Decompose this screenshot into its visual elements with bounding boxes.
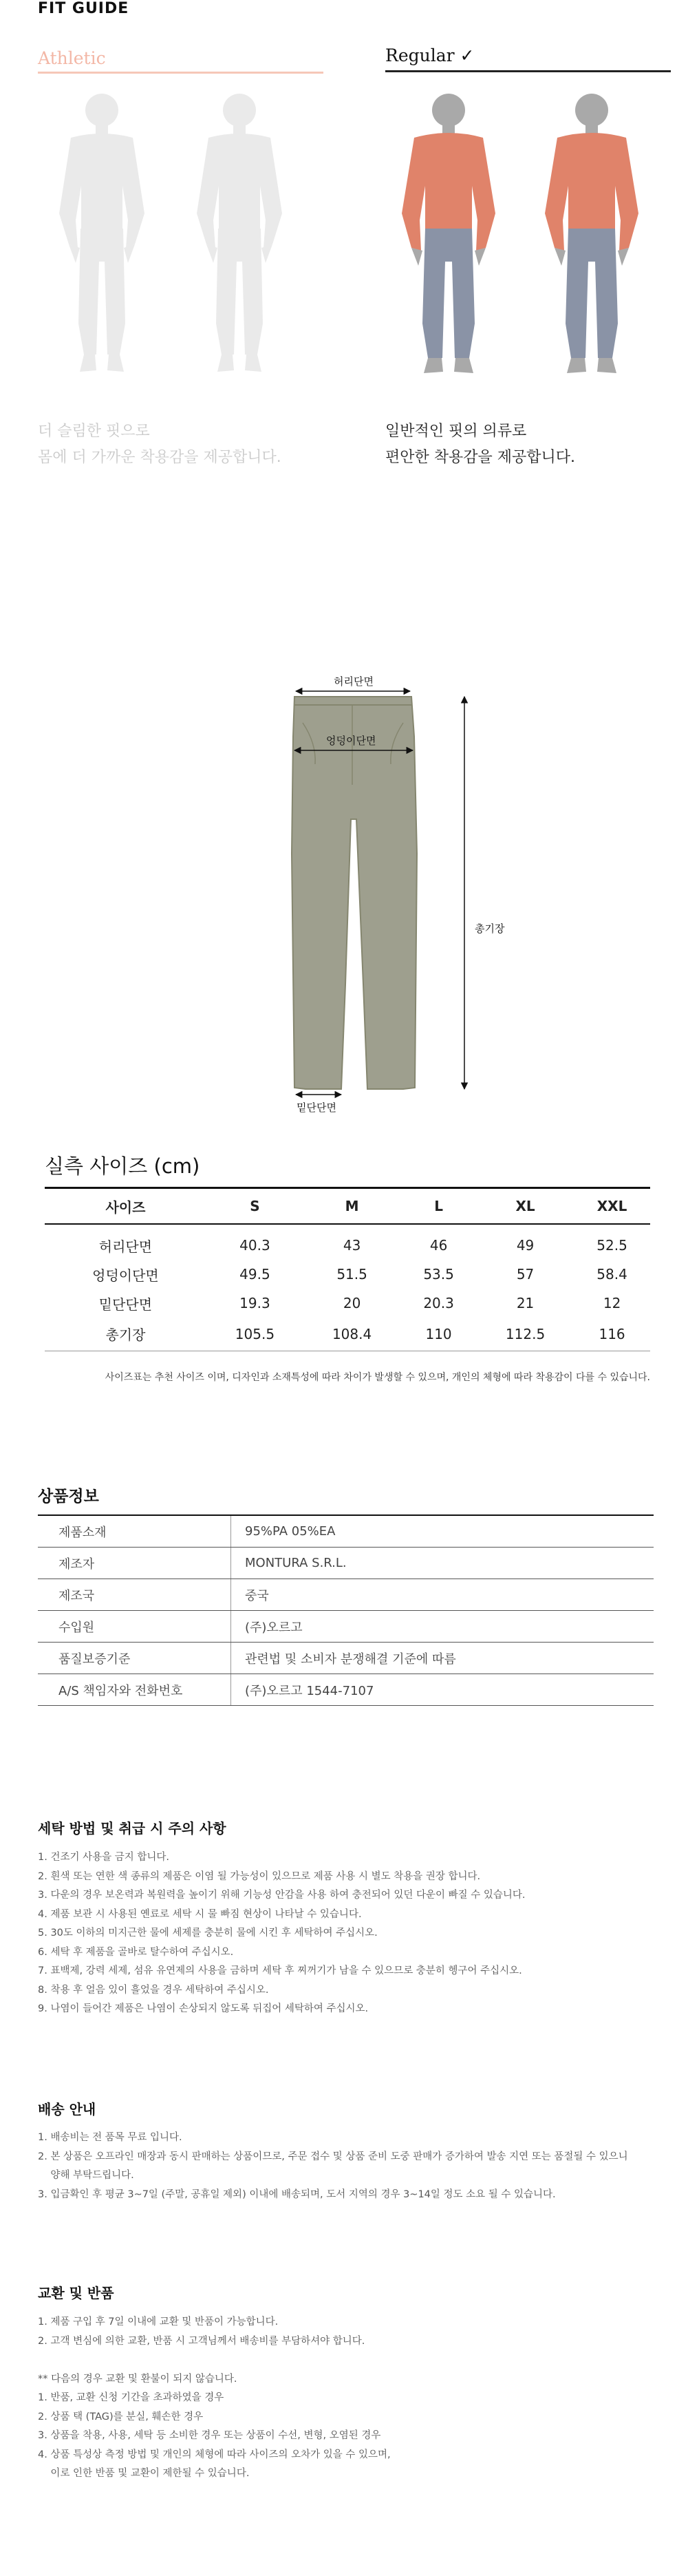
wash-title: 세탁 방법 및 취급 시 주의 사항 <box>38 1820 226 1837</box>
size-cell: 43 <box>343 1237 361 1254</box>
athletic-figure-front <box>59 94 144 372</box>
list-item: 1. 제품 구입 후 7일 이내에 교환 및 반품이 가능합니다. <box>38 2316 279 2327</box>
size-cell: 12 <box>603 1295 621 1311</box>
info-key: 제조국 <box>38 1579 231 1611</box>
size-cell: 57 <box>516 1266 535 1282</box>
size-cell: 49.5 <box>239 1266 270 1282</box>
size-cell: 허리단면 <box>98 1238 153 1255</box>
list-item: 2. 고객 변심에 의한 교환, 반품 시 고객님께서 배송비를 부담하셔야 합니다. <box>38 2335 365 2347</box>
size-cell: 21 <box>516 1295 535 1311</box>
exchange-title: 교환 및 반품 <box>38 2285 114 2301</box>
product-info-table <box>38 1514 654 1706</box>
size-table-header-row <box>45 1188 650 1225</box>
list-item: 이로 인한 반품 및 교환이 제한될 수 있습니다. <box>38 2468 250 2479</box>
regular-figure-front <box>402 94 495 373</box>
size-table-note: 사이즈표는 추천 사이즈 이며, 디자인과 소재특성에 따라 차이가 발생할 수 있으며, 개인의 체형에 따라 착용감이 다를 수 있습니다. <box>105 1372 650 1383</box>
size-cell: 52.5 <box>596 1237 627 1254</box>
size-cell: 108.4 <box>303 1318 400 1351</box>
fit-athletic-desc-line2: 몸에 더 가까운 착용감을 제공합니다. <box>38 449 281 466</box>
size-cell: 53.5 <box>423 1266 454 1282</box>
fit-athletic-underline <box>38 72 323 74</box>
list-item: 양해 부탁드립니다. <box>38 2170 134 2181</box>
info-value: (주)오르고 1544-7107 <box>231 1674 654 1706</box>
product-info-title: 상품정보 <box>38 1488 99 1506</box>
size-cell: 총기장 <box>45 1318 206 1351</box>
size-header-cell: S <box>206 1188 303 1225</box>
hip-label: 엉덩이단면 <box>326 735 376 747</box>
table-row <box>38 1515 654 1548</box>
table-row <box>45 1260 650 1289</box>
fit-athletic-column <box>38 47 323 74</box>
fit-regular-desc-line1: 일반적인 핏의 의류로 <box>385 423 527 440</box>
fit-regular-header <box>385 44 671 67</box>
fit-athletic-desc-line1: 더 슬림한 핏으로 <box>38 423 150 440</box>
size-header-cell: M <box>303 1188 400 1225</box>
list-item: 1. 반품, 교환 신청 기간을 초과하였을 경우 <box>38 2392 224 2403</box>
size-table <box>45 1187 650 1351</box>
table-row <box>38 1548 654 1579</box>
shipping-title: 배송 안내 <box>38 2101 96 2118</box>
size-cell: 40.3 <box>239 1237 270 1254</box>
info-value: 관련법 및 소비자 분쟁해결 기준에 따름 <box>231 1643 654 1674</box>
shipping-list <box>38 2129 628 2204</box>
list-item: 1. 건조기 사용을 금지 합니다. <box>38 1852 169 1863</box>
regular-figure-back <box>545 94 638 373</box>
list-item: 4. 제품 보관 시 사용된 옌료로 세탁 시 물 빠짐 현상이 나타날 수 있습니다. <box>38 1908 362 1920</box>
info-key: 수입원 <box>38 1611 231 1643</box>
list-item: 2. 상품 택 (TAG)를 분실, 훼손한 경우 <box>38 2411 204 2422</box>
fit-figures <box>0 83 688 399</box>
size-cell: 20.3 <box>423 1295 454 1311</box>
size-table-title: 실측 사이즈 (cm) <box>45 1154 200 1178</box>
size-cell: 20 <box>343 1295 361 1311</box>
list-item: 3. 다운의 경우 보온력과 복원력을 높이기 위해 기능성 안감을 사용 하여 충전되어 있던 다운이 빠질 수 있습니다. <box>38 1890 526 1901</box>
wash-list <box>38 1848 526 2019</box>
length-label: 총기장 <box>475 922 505 935</box>
size-cell: 46 <box>429 1237 448 1254</box>
list-item: 6. 세탁 후 제품을 골바로 탈수하여 주십시오. <box>38 1946 234 1958</box>
hem-label: 밑단단면 <box>297 1101 336 1114</box>
list-item <box>38 2351 391 2370</box>
info-key: 제조자 <box>38 1548 231 1579</box>
size-cell: 112.5 <box>477 1318 574 1351</box>
pants-diagram <box>275 682 495 1108</box>
size-header-cell: XL <box>477 1188 574 1225</box>
fit-athletic-description <box>38 419 281 471</box>
fit-regular-underline <box>385 70 671 72</box>
table-row <box>38 1674 654 1706</box>
fit-athletic-label: Athletic <box>38 48 106 68</box>
waist-label: 허리단면 <box>334 675 374 688</box>
info-key: 품질보증기준 <box>38 1643 231 1674</box>
size-cell: 51.5 <box>336 1266 367 1282</box>
size-cell: 19.3 <box>239 1295 270 1311</box>
pants-illustration <box>292 697 417 1089</box>
check-icon: ✓ <box>460 45 475 65</box>
info-value: 95%PA 05%EA <box>231 1515 654 1548</box>
list-item: 4. 상품 특성상 측정 방법 및 개인의 체형에 따라 사이즈의 오차가 있을 수 있으며, <box>38 2449 391 2460</box>
size-cell: 58.4 <box>596 1266 627 1282</box>
info-key: 제품소재 <box>38 1515 231 1548</box>
size-cell: 116 <box>574 1318 650 1351</box>
list-item: 8. 착용 후 얼음 있이 흘었을 경우 세탁하여 주십시오. <box>38 1984 269 1996</box>
table-row <box>45 1289 650 1318</box>
table-row <box>45 1224 650 1260</box>
size-header-cell: 사이즈 <box>45 1188 206 1225</box>
fit-regular-description <box>385 419 575 471</box>
fit-regular-label: Regular <box>385 45 455 65</box>
exchange-list <box>38 2313 391 2484</box>
list-item: 2. 본 상품은 오프라인 매장과 동시 판매하는 상품이므로, 주문 접수 및 상품 준비 도중 판매가 증가하여 발송 지연 또는 품절될 수 있으니 <box>38 2151 628 2162</box>
list-item: 5. 30도 이하의 미지근한 물에 세제를 충분히 물에 시킨 후 세탁하여 주십시오. <box>38 1928 378 1939</box>
info-value: MONTURA S.R.L. <box>231 1548 654 1579</box>
fit-regular-column <box>385 44 671 72</box>
table-row <box>38 1643 654 1674</box>
size-cell: 49 <box>516 1237 535 1254</box>
fit-guide-title: FIT GUIDE <box>38 0 129 17</box>
size-cell: 밑단단면 <box>98 1296 153 1313</box>
table-row <box>38 1579 654 1611</box>
table-row <box>38 1611 654 1643</box>
info-value: (주)오르고 <box>231 1611 654 1643</box>
info-value: 중국 <box>231 1579 654 1611</box>
list-item: 9. 나염이 들어간 제품은 나염이 손상되지 않도록 뒤집어 세탁하여 주십시오. <box>38 2003 369 2014</box>
fit-regular-desc-line2: 편안한 착용감을 제공합니다. <box>385 449 576 466</box>
list-item: 2. 흰색 또는 연한 색 종류의 제품은 이염 될 가능성이 있으므로 제품 사용 시 별도 착용을 권장 합니다. <box>38 1870 481 1882</box>
size-cell: 엉덩이단면 <box>92 1267 159 1284</box>
list-item: 3. 상품을 착용, 사용, 세탁 등 소비한 경우 또는 상품이 수선, 변형, 오염된 경우 <box>38 2430 381 2441</box>
list-item: 3. 입금확인 후 평균 3~7일 (주말, 공휴일 제외) 이내에 배송되며, 도서 지역의 경우 3~14일 정도 소요 될 수 있습니다. <box>38 2188 556 2200</box>
athletic-figure-back <box>197 94 282 372</box>
list-item: ** 다음의 경우 교환 및 환불이 되지 않습니다. <box>38 2373 237 2385</box>
size-header-cell: XXL <box>574 1188 650 1225</box>
table-row <box>45 1318 650 1351</box>
info-key: A/S 책임자와 전화번호 <box>38 1674 231 1706</box>
list-item: 1. 배송비는 전 품목 무료 입니다. <box>38 2132 182 2143</box>
size-cell: 110 <box>400 1318 477 1351</box>
size-cell: 105.5 <box>206 1318 303 1351</box>
size-header-cell: L <box>400 1188 477 1225</box>
list-item: 7. 표백제, 강력 세제, 섬유 유연제의 사용을 금하며 세탁 후 찌꺼기가 남을 수 있으므로 충분히 헹구어 주십시오. <box>38 1965 522 1976</box>
